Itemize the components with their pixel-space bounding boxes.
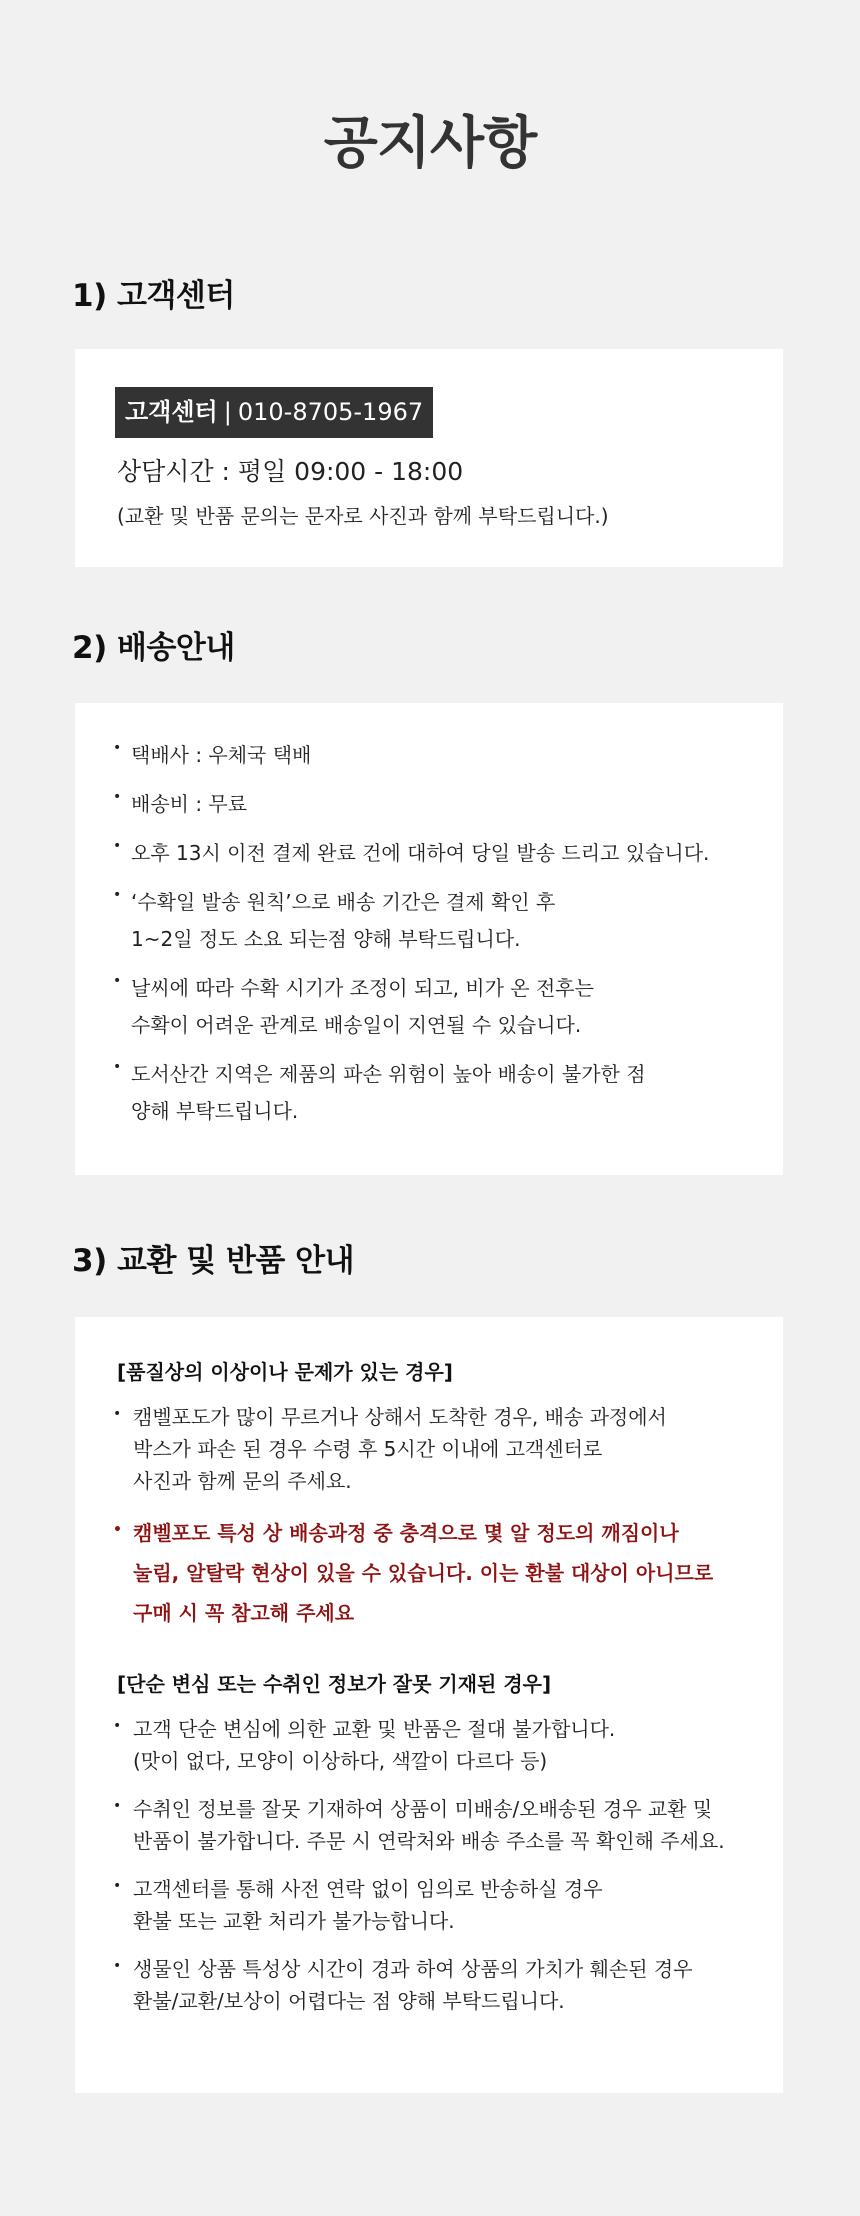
section-heading-customer-center: 1) 고객센터 bbox=[72, 278, 235, 314]
bullet: • bbox=[113, 789, 122, 805]
bullet: • bbox=[113, 1878, 122, 1894]
item-text: 고객센터를 통해 사전 연락 없이 임의로 반송하실 경우 bbox=[133, 1877, 603, 1901]
list-item bbox=[113, 1793, 763, 1857]
item-text: 반품이 불가합니다. 주문 시 연락처와 배송 주소를 꼭 확인해 주세요. bbox=[133, 1829, 725, 1853]
bullet: • bbox=[113, 740, 122, 756]
customer-center-card bbox=[75, 349, 783, 567]
item-text: 박스가 파손 된 경우 수령 후 5시간 이내에 고객센터로 bbox=[133, 1437, 603, 1461]
item-text: 고객 단순 변심에 의한 교환 및 반품은 절대 불가합니다. bbox=[133, 1717, 616, 1741]
simple-change-heading: [단순 변심 또는 수취인 정보가 잘못 기재된 경우] bbox=[117, 1672, 552, 1696]
item-text: 배송비 : 무료 bbox=[131, 792, 248, 816]
list-item bbox=[113, 970, 763, 1044]
bullet: • bbox=[113, 1406, 122, 1422]
quality-issue-heading: [품질상의 이상이나 문제가 있는 경우] bbox=[117, 1360, 453, 1384]
inquiry-note: (교환 및 반품 문의는 문자로 사진과 함께 부탁드립니다.) bbox=[117, 504, 609, 528]
list-item bbox=[113, 1401, 763, 1497]
item-text: 구매 시 꼭 참고해 주세요 bbox=[133, 1601, 355, 1625]
list-item bbox=[113, 1713, 763, 1777]
item-text: 양해 부탁드립니다. bbox=[131, 1099, 299, 1123]
exchange-return-card bbox=[75, 1317, 783, 2093]
bullet: • bbox=[113, 1059, 122, 1075]
item-text: 환불/교환/보상이 어렵다는 점 양해 부탁드립니다. bbox=[133, 1989, 565, 2013]
list-item bbox=[113, 884, 763, 958]
item-text: 환불 또는 교환 처리가 불가능합니다. bbox=[133, 1909, 455, 1933]
item-text: 수취인 정보를 잘못 기재하여 상품이 미배송/오배송된 경우 교환 및 bbox=[133, 1797, 713, 1821]
bullet: • bbox=[113, 1798, 122, 1814]
consultation-hours: 상담시간 : 평일 09:00 - 18:00 bbox=[117, 457, 464, 486]
list-item bbox=[113, 1873, 763, 1937]
item-text: 날씨에 따라 수확 시기가 조정이 되고, 비가 온 전후는 bbox=[131, 976, 594, 1000]
list-item-warning bbox=[113, 1513, 763, 1633]
bullet: • bbox=[113, 973, 122, 989]
bullet: • bbox=[113, 1718, 122, 1734]
item-text: ‘수확일 발송 원칙’으로 배송 기간은 결제 확인 후 bbox=[131, 890, 556, 914]
item-text: 택배사 : 우체국 택배 bbox=[131, 743, 312, 767]
quality-issue-list bbox=[113, 1401, 763, 1649]
item-text: 수확이 어려운 관계로 배송일이 지연될 수 있습니다. bbox=[131, 1013, 582, 1037]
item-text: 1~2일 정도 소요 되는점 양해 부탁드립니다. bbox=[131, 927, 521, 951]
bullet: • bbox=[113, 1522, 122, 1538]
customer-center-badge bbox=[115, 387, 433, 438]
item-text: 생물인 상품 특성상 시간이 경과 하여 상품의 가치가 훼손된 경우 bbox=[133, 1957, 693, 1981]
bullet: • bbox=[113, 1958, 122, 1974]
shipping-info-list bbox=[113, 737, 763, 1142]
item-text: 눌림, 알탈락 현상이 있을 수 있습니다. 이는 환불 대상이 아니므로 bbox=[133, 1561, 714, 1585]
section-heading-exchange-return: 3) 교환 및 반품 안내 bbox=[72, 1243, 355, 1279]
item-text: 사진과 함께 문의 주세요. bbox=[133, 1469, 352, 1493]
section-heading-shipping: 2) 배송안내 bbox=[72, 630, 235, 666]
list-item bbox=[113, 1953, 763, 2017]
bullet: • bbox=[113, 887, 122, 903]
item-text: (맛이 없다, 모양이 이상하다, 색깔이 다르다 등) bbox=[133, 1749, 548, 1773]
list-item bbox=[113, 786, 763, 823]
bullet: • bbox=[113, 838, 122, 854]
simple-change-list bbox=[113, 1713, 763, 2033]
item-text: 캠벨포도 특성 상 배송과정 중 충격으로 몇 알 정도의 깨짐이나 bbox=[133, 1521, 679, 1545]
badge-separator: | bbox=[223, 398, 232, 426]
shipping-card bbox=[75, 703, 783, 1175]
customer-center-phone: 010-8705-1967 bbox=[237, 398, 424, 426]
item-text: 오후 13시 이전 결제 완료 건에 대하여 당일 발송 드리고 있습니다. bbox=[131, 841, 710, 865]
list-item bbox=[113, 737, 763, 774]
list-item bbox=[113, 1056, 763, 1130]
page-title: 공지사항 bbox=[323, 111, 537, 176]
list-item bbox=[113, 835, 763, 872]
item-text: 도서산간 지역은 제품의 파손 위험이 높아 배송이 불가한 점 bbox=[131, 1062, 646, 1086]
item-text: 캠벨포도가 많이 무르거나 상해서 도착한 경우, 배송 과정에서 bbox=[133, 1405, 667, 1429]
customer-center-label: 고객센터 bbox=[125, 398, 218, 426]
